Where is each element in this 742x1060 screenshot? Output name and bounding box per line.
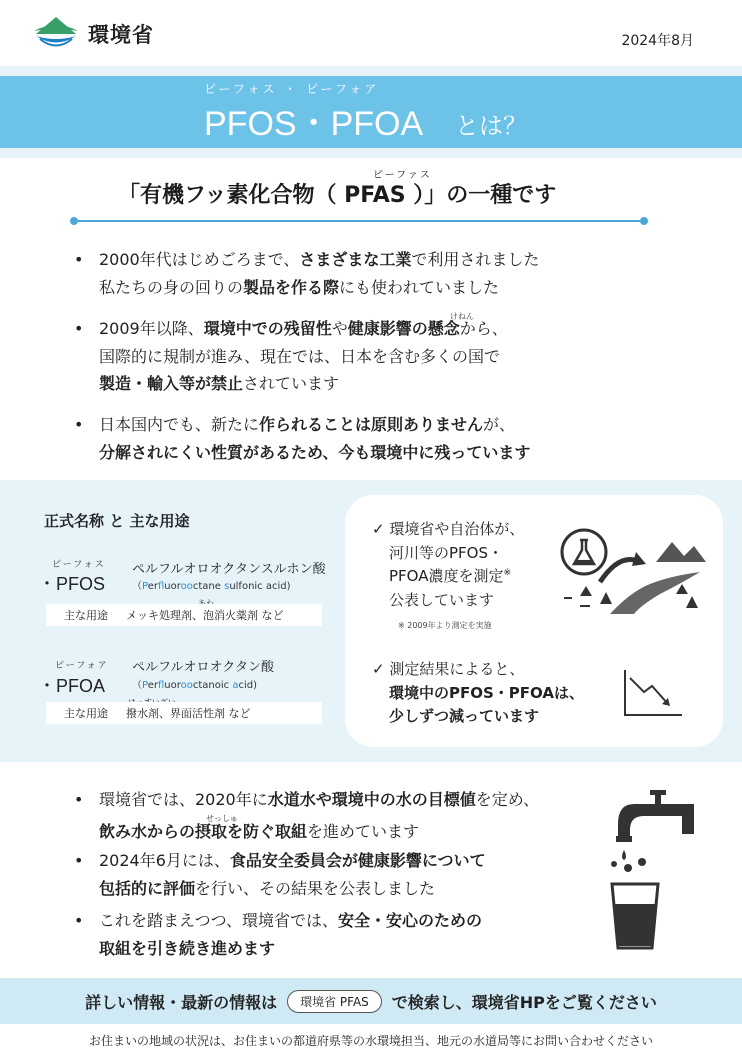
ruby-sesshu: せっしゅ [206,814,238,823]
search-keyword-pill: 環境省 PFAS [287,990,382,1013]
page-title: PFOS・PFOA [204,105,424,143]
measurement-footnote: ※ 2009年より測定を実施 [398,621,492,630]
pfoa-jp-name: ペルフルオロオクタン酸 [132,660,274,675]
river-landscape-icon [560,522,706,614]
bullet-dot: • [74,851,84,870]
pfos-ruby: ピーフォス [52,560,106,570]
bullet-dot: • [74,415,84,434]
bullet-dot: • [74,250,84,269]
ministry-logo-icon [30,15,82,53]
ministry-logo [30,14,154,54]
faucet-water-icon [606,788,700,950]
bullet-item: • 環境省では、2020年に水道水や環境中の水の目標値を定め、 飲み水からの摂取を防ぐ取組を進めています [74,786,539,845]
heading-ruby: ピーファス [373,170,432,181]
bullet-dot: • [74,790,84,809]
pfoa-ruby: ピーフォア [55,661,109,671]
ministry-name: 環境省 [88,23,154,47]
pfos-name: ・PFOS [38,574,106,594]
pfoa-uses: 主な用途 撥水剤、界面活性剤 など [46,702,322,724]
pfos-jp-name: ペルフルオロオクタンスルホン酸 [132,562,326,577]
bullet-dot: • [74,319,84,338]
bullet-item: • 2009年以降、環境中での残留性や健康影響の懸念から、 国際的に規制が進み、現在では、日本を含む多くの国で 製造・輸入等が禁止されています [74,315,508,398]
bullet-dot: • [74,911,84,930]
pfoa-name: ・PFOA [38,676,106,696]
trend-text: ✓ 測定結果によると、 環境中のPFOS・PFOAは、 少しずつ減っています [372,660,584,726]
decreasing-graph-icon [622,668,684,718]
bullet-item: • これを踏まえつつ、環境省では、安全・安心のための 取組を引き続き進めます [74,907,482,962]
pfoa-en-name: （Perfluorooctanoic acid) [132,680,258,691]
title-ruby: ピーフォス ・ ピーフォア [204,82,380,96]
underline-dot-right [640,217,648,225]
section-heading: 「有機フッ素化合物（ PFAS ）」の一種です [118,183,557,208]
pfos-en-name: （Perfluorooctane sulfonic acid) [132,581,291,592]
bullet-item: • 日本国内でも、新たに作られることは原則ありませんが、 分解されにくい性質があるため、今も環境中に残っています [74,411,530,466]
bullet-item: • 2024年6月には、食品安全委員会が健康影響について 包括的に評価を行い、その結果を公表しました [74,847,486,902]
ruby-kenen: けねん [450,312,474,321]
pfos-uses: 主な用途 メッキ処理剤、泡消火薬剤 など [46,604,322,626]
issue-date: 2024年8月 [621,33,694,49]
search-guidance: 詳しい情報・最新の情報は 環境省 PFAS で検索し、環境省HPをご覧ください [0,978,742,1024]
heading-underline [73,220,643,222]
monitoring-text: ✓ 環境省や自治体が、 河川等のPFOS・ PFOA濃度を測定※ 公表しています [372,520,525,610]
bullet-item: • 2000年代はじめごろまで、さまざまな工業で利用されました 私たちの身の回りの製品を作る際にも使われていました [74,246,539,301]
substance-section-title: 正式名称 と 主な用途 [44,512,190,530]
underline-dot-left [70,217,78,225]
contact-footer: お住まいの地域の状況は、お住まいの都道府県等の水環境担当、地元の水道局等にお問い合わせください [88,1034,653,1048]
page-title-suffix: とは？ [455,112,527,140]
